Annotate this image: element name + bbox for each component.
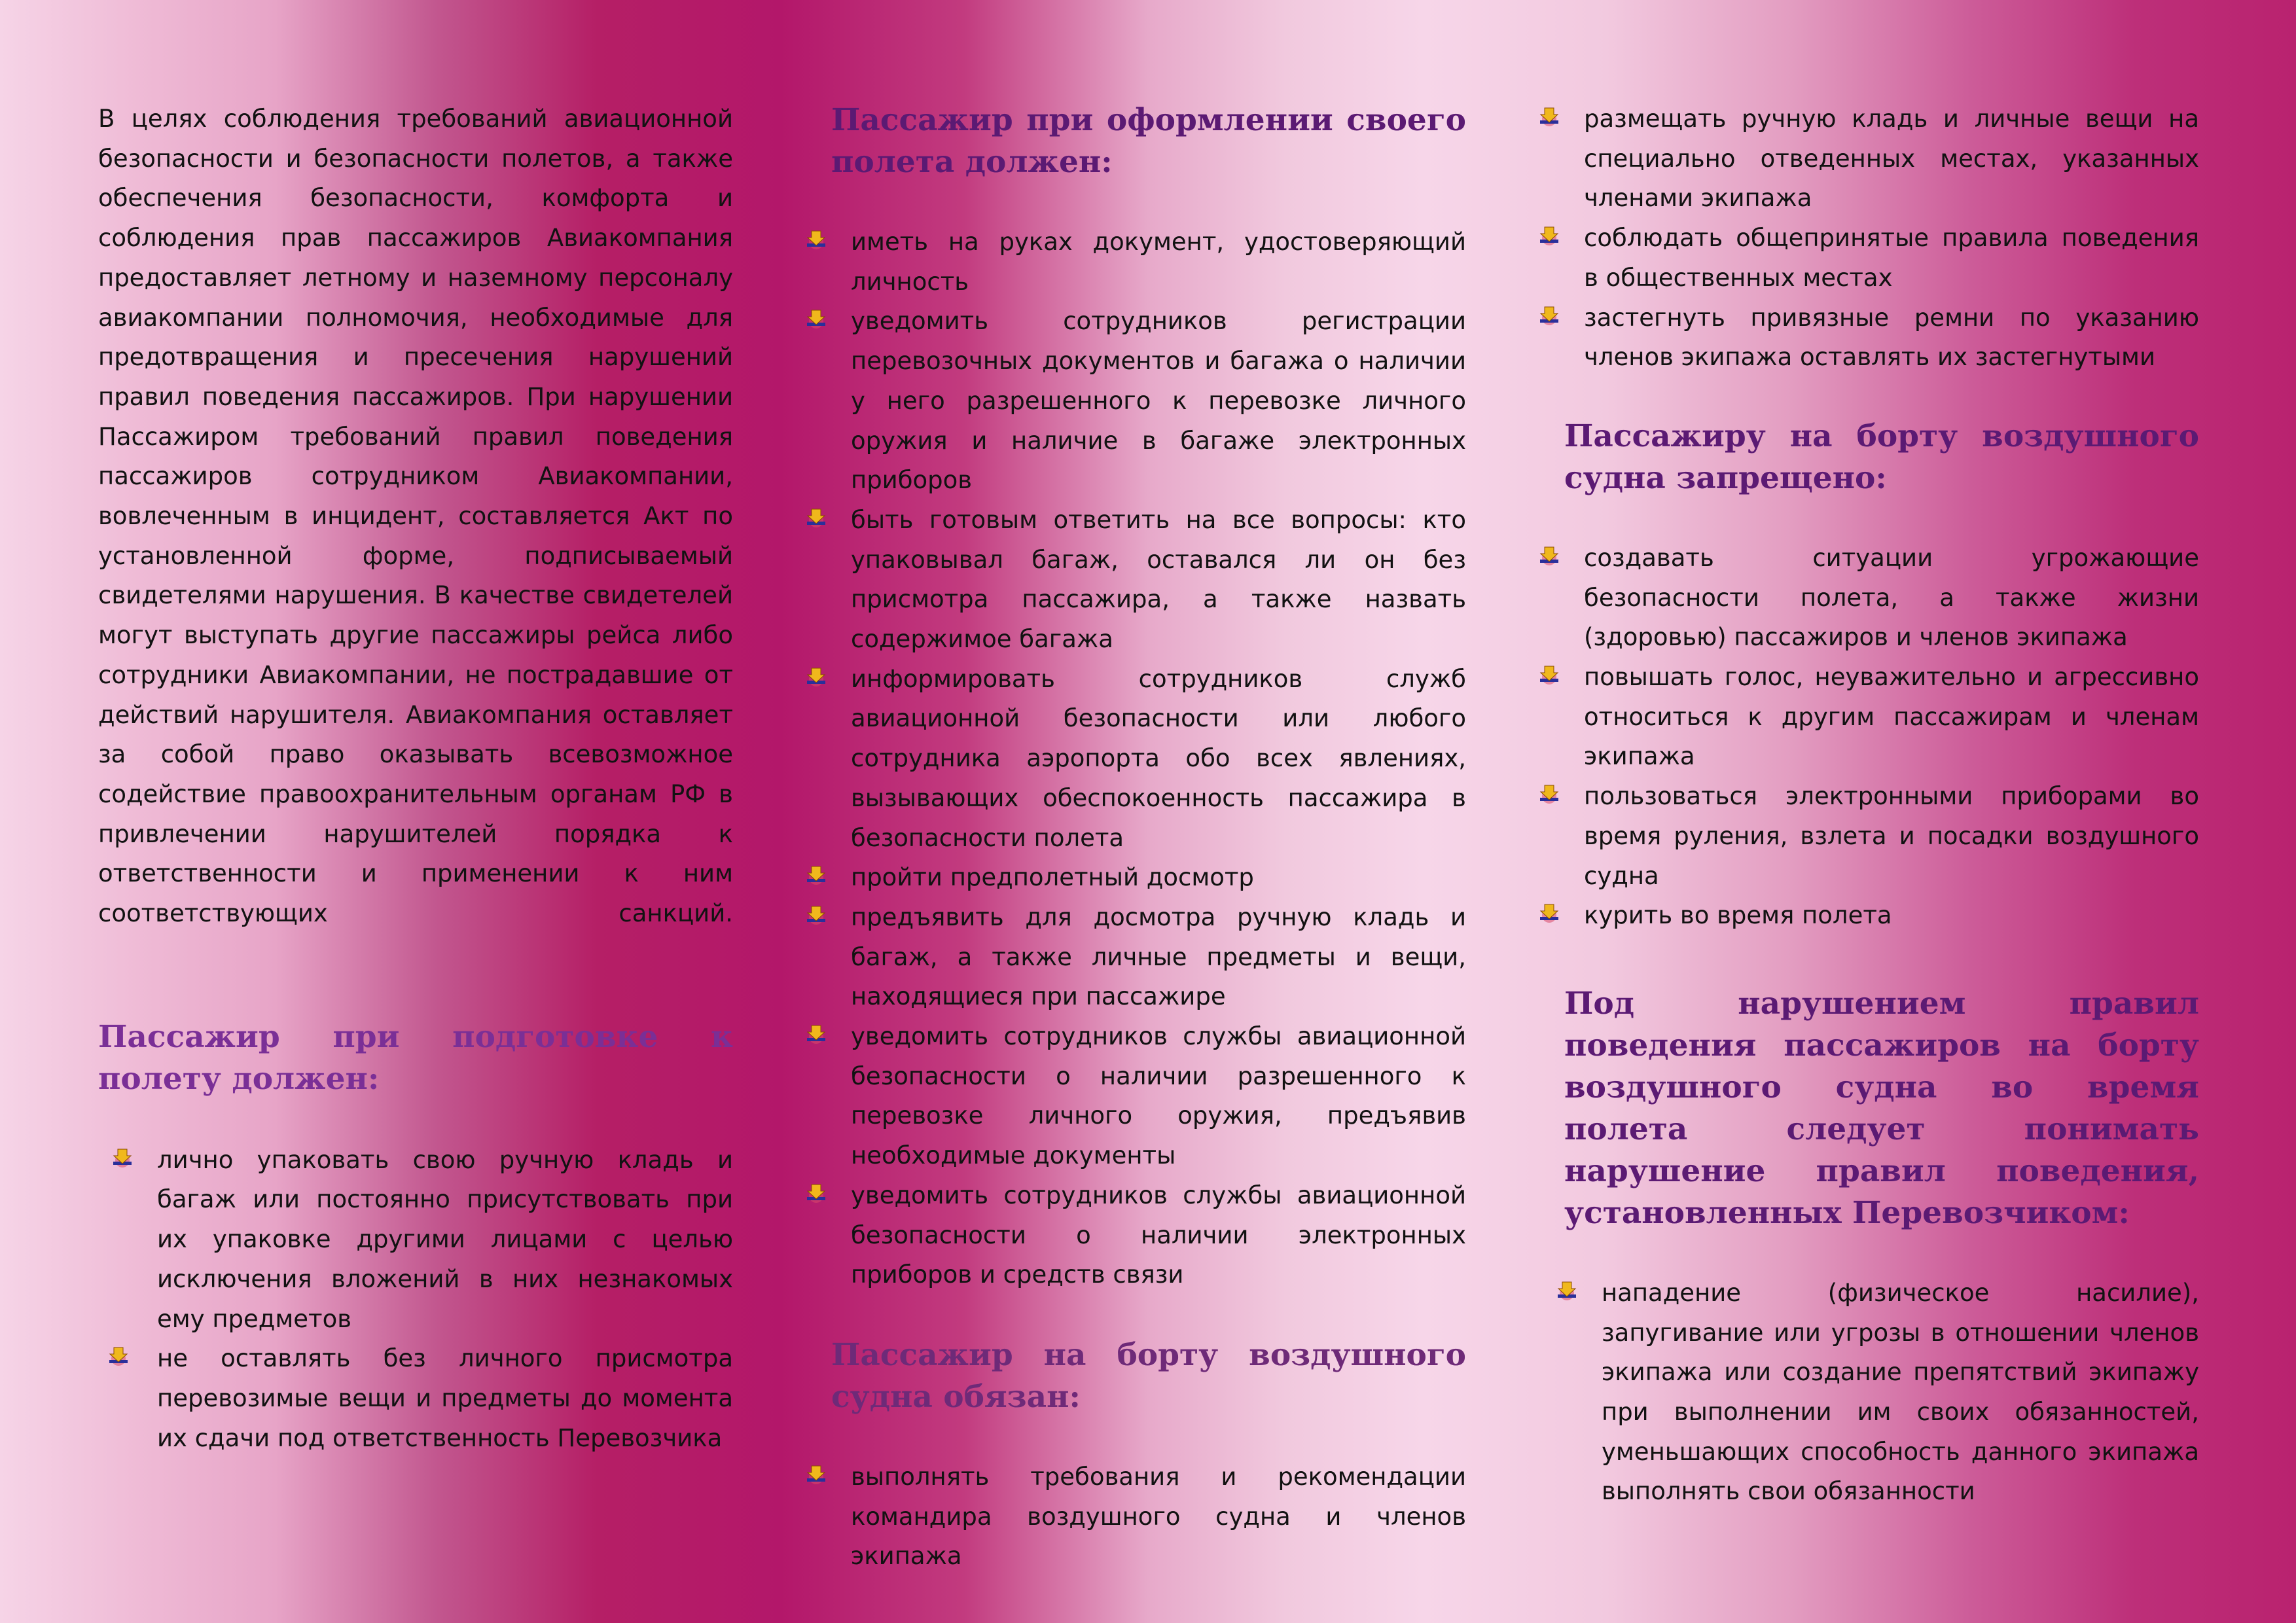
list-item: пройти предполетный досмотр [851,858,1466,898]
arrow-down-bullet-icon [1538,664,1560,687]
onboard-continued-list [1584,99,2199,378]
column-3 [1535,99,2199,1512]
list-item: уведомить сотрудников службы авиационной безопасности о наличии разрешенного к перевозке личного оружия, предъявив необходимые документы [851,1017,1466,1176]
preparation-list [157,1141,733,1459]
checkin-list [851,223,1466,1295]
arrow-down-bullet-icon [805,666,827,688]
list-item: предъявить для досмотра ручную кладь и багаж, а также личные предметы и вещи, находящиеся при пассажире [851,898,1466,1017]
arrow-down-bullet-icon [805,308,827,330]
arrow-down-bullet-icon [1556,1280,1578,1302]
arrow-down-bullet-icon [805,507,827,529]
arrow-down-bullet-icon [1538,225,1560,247]
list-item: информировать сотрудников служб авиационной безопасности или любого сотрудника аэропорта обо всех явлениях, вызывающих обеспокоенность пассажира в безопасности полета [851,660,1466,859]
arrow-down-bullet-icon [805,1024,827,1046]
arrow-down-bullet-icon [1538,106,1560,128]
list-item: создавать ситуации угрожающие безопасности полета, а также жизни (здоровью) пассажиров и членов экипажа [1584,539,2199,658]
list-item: не оставлять без личного присмотра перевозимые вещи и предметы до момента их сдачи под ответственность Перевозчика [157,1339,733,1458]
intro-paragraph: В целях соблюдения требований авиационной безопасности и безопасности полетов, а также обеспечения безопасности, комфорта и соблюдения прав пассажиров Авиакомпания предоставляет летному и наземному персоналу авиакомпании полномочия, необходимые для предотвращения и пресечения нарушений правил поведения пассажиров. При нарушении Пассажиром требований правил поведения пассажиров сотрудником Авиакомпании, вовлеченным в инцидент, составляется Акт по установленной форме, подписываемый свидетелями нарушения. В качестве свидетелей могут выступать другие пассажиры рейса либо сотрудники Авиакомпании, не пострадавшие от действий нарушителя. Авиакомпания оставляет за собой право оказывать всевозможное содействие правоохранительным органам РФ в привлечении нарушителей порядка к ответственности и применении к ним соответствующих санкций. [98,105,733,928]
arrow-down-bullet-icon [107,1346,130,1368]
list-item: соблюдать общепринятые правила поведения в общественных местах [1584,219,2199,298]
arrow-down-bullet-icon [805,865,827,887]
list-item: курить во время полета [1584,896,2199,936]
forbidden-heading: Пассажиру на борту воздушного судна запрещено: [1564,418,2199,496]
preparation-heading: Пассажир при подготовке к полету должен: [98,1018,733,1097]
arrow-down-bullet-icon [805,1183,827,1205]
list-item: лично упаковать свою ручную кладь и багаж или постоянно присутствовать при их упаковке другими лицами с целью исключения вложений в них незнакомых ему предметов [157,1141,733,1340]
arrow-down-bullet-icon [1538,545,1560,567]
list-item: быть готовым ответить на все вопросы: кто упаковывал багаж, оставался ли он без присмотра пассажира, а также назвать содержимое багажа [851,501,1466,660]
onboard-obliged-heading: Пассажир на борту воздушного судна обязан: [831,1336,1466,1415]
list-item: застегнуть привязные ремни по указанию членов экипажа оставлять их застегнутыми [1584,298,2199,378]
arrow-down-bullet-icon [805,229,827,251]
list-item: нападение (физическое насилие), запугивание или угрозы в отношении членов экипажа или создание препятствий экипажу при выполнении им своих обязанностей, уменьшающих способность данного экипажа выполнять свои обязанности [1602,1274,2199,1512]
list-item: уведомить сотрудников регистрации перевозочных документов и багажа о наличии у него разрешенного к перевозке личного оружия и наличие в багаже электронных приборов [851,302,1466,501]
list-item: повышать голос, неуважительно и агрессивно относиться к другим пассажирам и членам экипажа [1584,658,2199,777]
list-item: иметь на руках документ, удостоверяющий личность [851,223,1466,302]
arrow-down-bullet-icon [1538,305,1560,327]
list-item: пользоваться электронными приборами во время руления, взлета и посадки воздушного судна [1584,777,2199,896]
arrow-down-bullet-icon [805,1464,827,1486]
forbidden-list [1584,539,2199,936]
arrow-down-bullet-icon [1538,902,1560,925]
list-item: выполнять требования и рекомендации командира воздушного судна и членов экипажа [851,1457,1466,1577]
violation-list [1602,1274,2199,1512]
list-item: уведомить сотрудников службы авиационной безопасности о наличии электронных приборов и средств связи [851,1176,1466,1295]
list-item: размещать ручную кладь и личные вещи на специально отведенных местах, указанных членами экипажа [1584,99,2199,219]
column-2 [802,99,1466,1577]
arrow-down-bullet-icon [1538,783,1560,806]
arrow-down-bullet-icon [805,904,827,927]
violation-heading: Под нарушением правил поведения пассажиров на борту воздушного судна во время полета следует понимать нарушение правил поведения, установленных Перевозчиком: [1564,985,2199,1231]
column-1 [98,99,733,1458]
checkin-heading: Пассажир при оформлении своего полета должен: [831,102,1466,180]
arrow-down-bullet-icon [111,1147,134,1169]
onboard-obliged-list [851,1457,1466,1577]
